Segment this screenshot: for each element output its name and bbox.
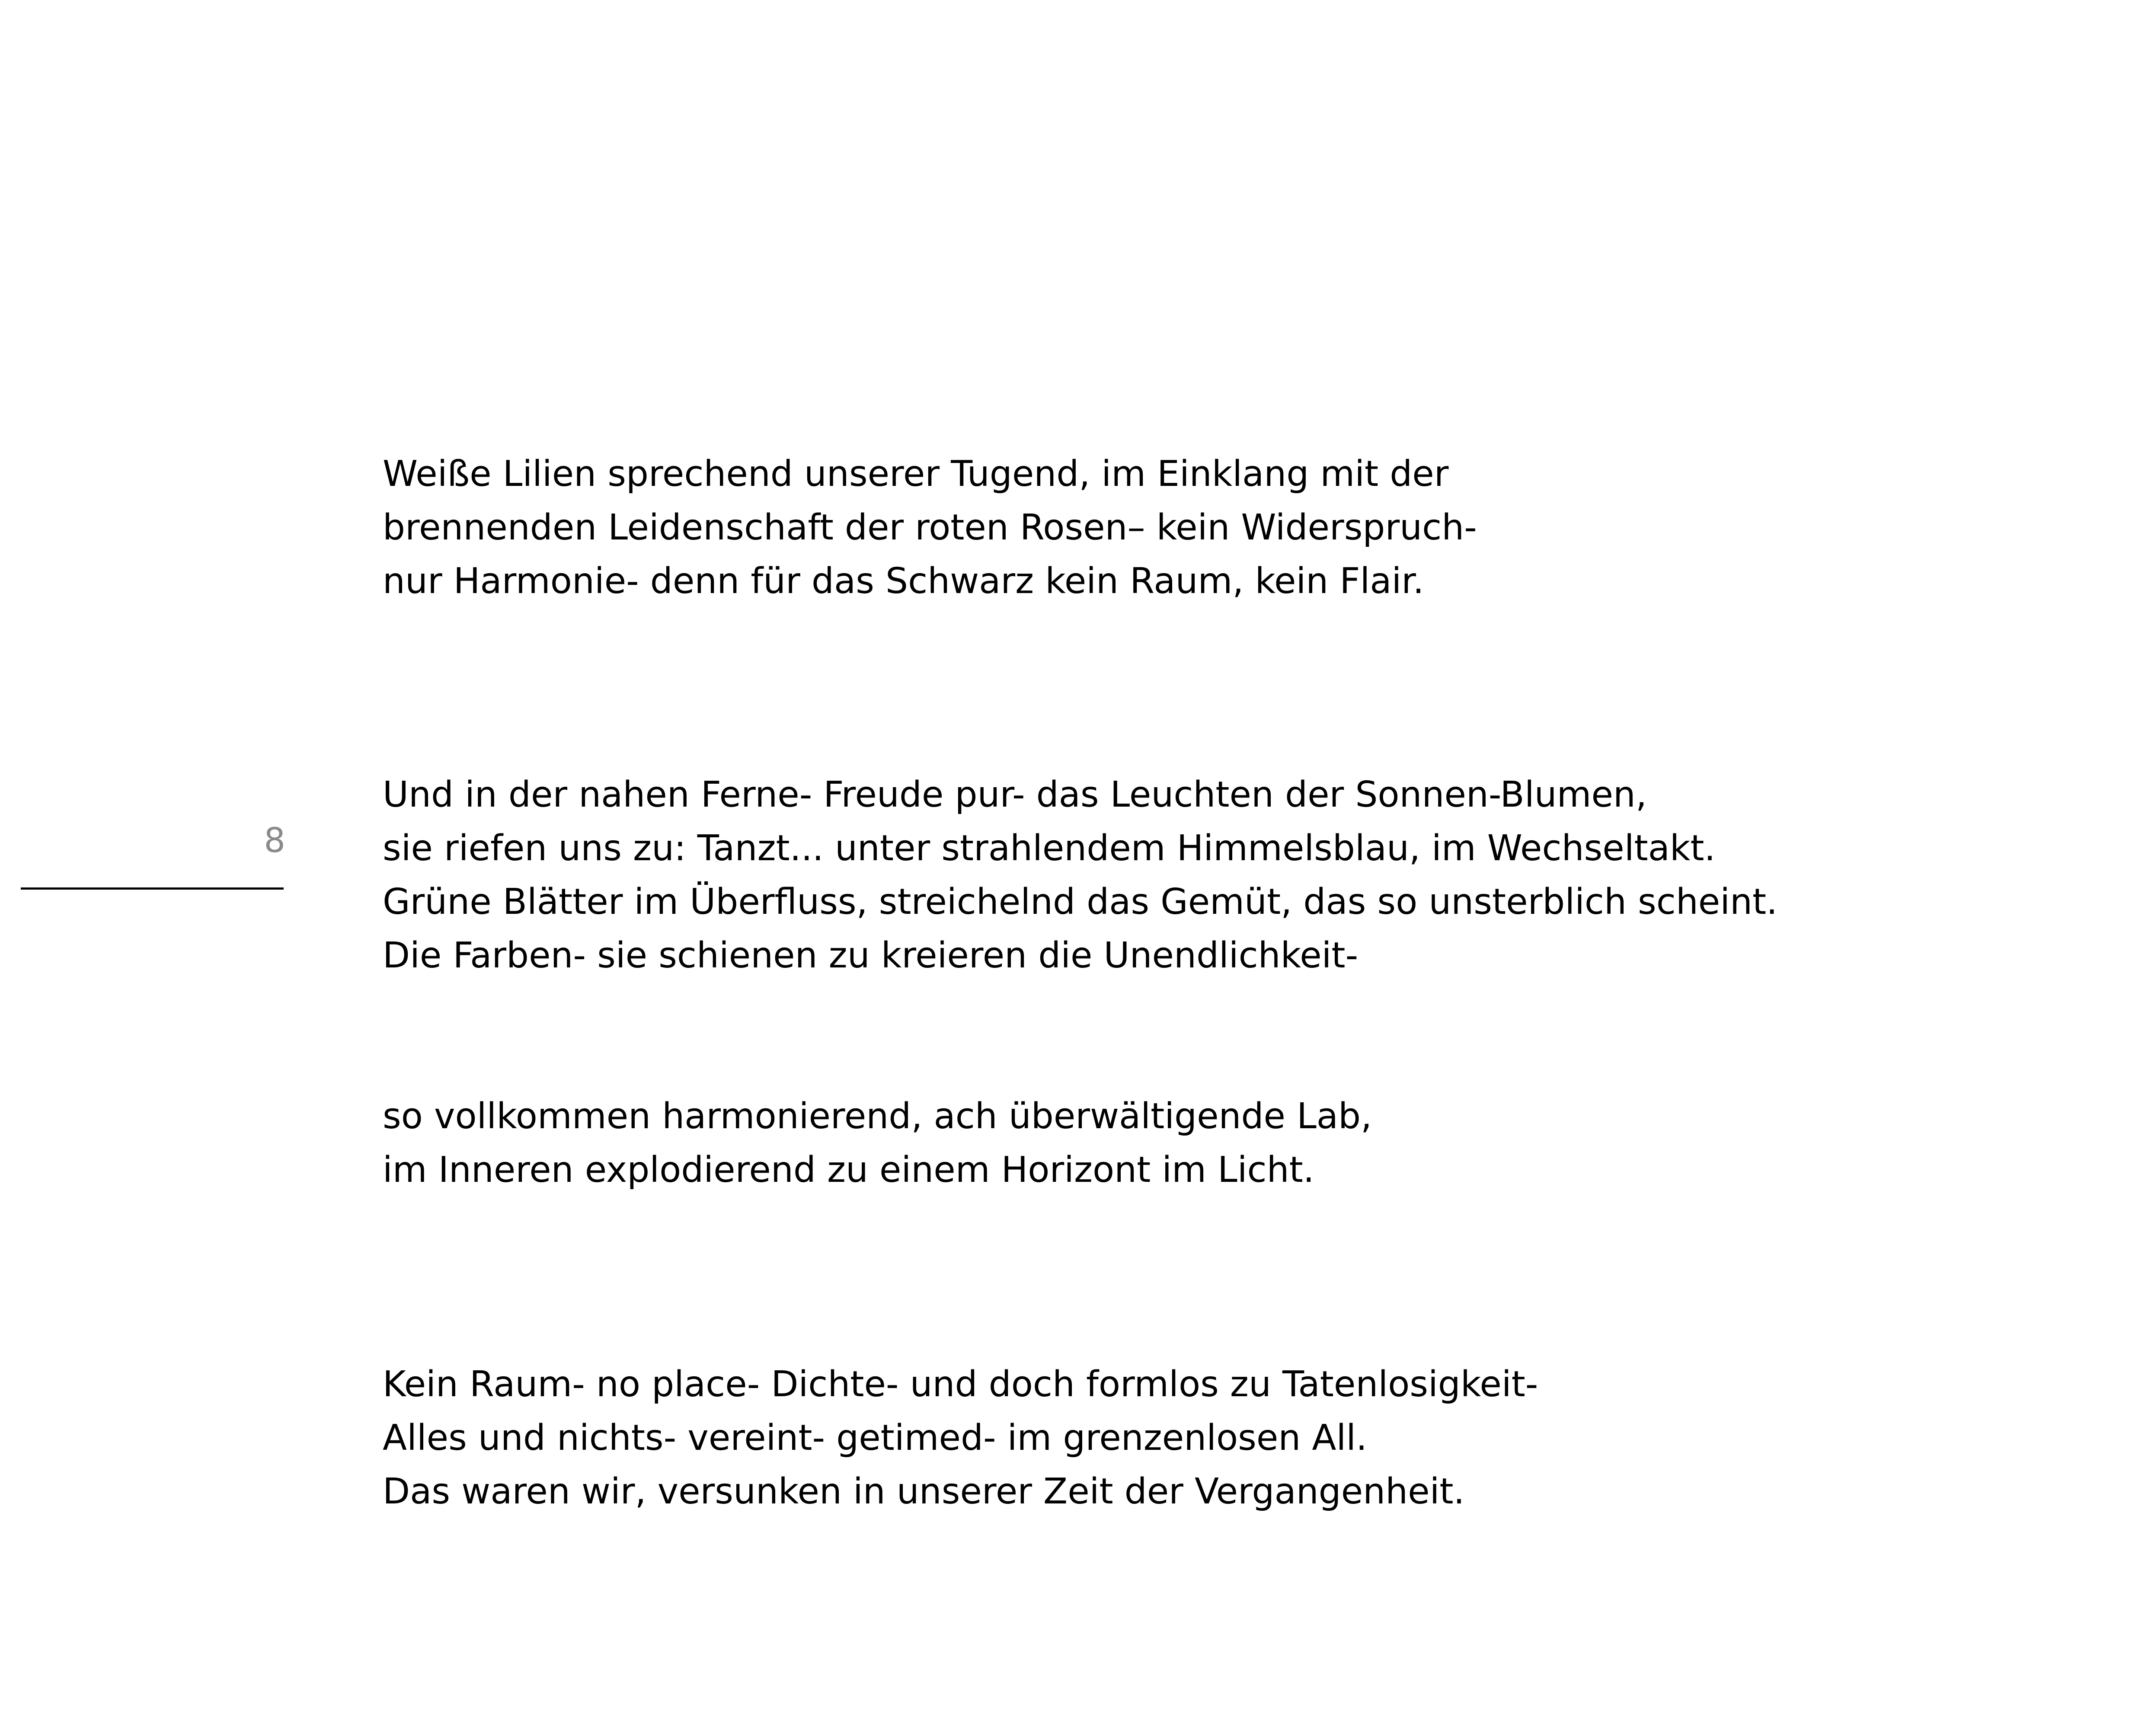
page-number: 8 bbox=[264, 821, 285, 860]
poem-line: Grüne Blätter im Überfluss, streichelnd das Gemüt, das so unsterblich scheint. bbox=[383, 881, 1778, 922]
stanza-1 bbox=[383, 447, 2069, 608]
poem-line: Und in der nahen Ferne- Freude pur- das Leuchten der Sonnen-Blumen, bbox=[383, 774, 1647, 815]
poem-line: Kein Raum- no place- Dichte- und doch formlos zu Tatenlosigkeit- bbox=[383, 1364, 1538, 1405]
poem-line: so vollkommen harmonierend, ach überwältigende Lab, bbox=[383, 1096, 1372, 1137]
poem-line: Das waren wir, versunken in unserer Zeit der Vergangenheit. bbox=[383, 1471, 1465, 1512]
poem-line: Alles und nichts- vereint- getimed- im grenzenlosen All. bbox=[383, 1417, 1368, 1458]
stanza-3 bbox=[383, 1090, 2069, 1197]
poem-line: Die Farben- sie schienen zu kreieren die Unendlichkeit- bbox=[383, 935, 1359, 976]
stanza-gap bbox=[383, 608, 2069, 768]
stanza-2 bbox=[383, 768, 2069, 983]
poem-line: Weiße Lilien sprechend unserer Tugend, im Einklang mit der bbox=[383, 453, 1449, 495]
stanza-4 bbox=[383, 1358, 2069, 1519]
poem-line: sie riefen uns zu: Tanzt... unter strahlendem Himmelsblau, im Wechseltakt. bbox=[383, 828, 1716, 869]
page-number-rule bbox=[21, 887, 284, 890]
stanza-gap bbox=[383, 983, 2069, 1090]
stanza-gap bbox=[383, 1197, 2069, 1358]
poem-line: nur Harmonie- denn für das Schwarz kein Raum, kein Flair. bbox=[383, 561, 1424, 602]
poem-line: im Inneren explodierend zu einem Horizont im Licht. bbox=[383, 1149, 1314, 1190]
poem bbox=[383, 447, 2069, 1519]
poem-line: brennenden Leidenschaft der roten Rosen– kein Widerspruch- bbox=[383, 507, 1477, 548]
